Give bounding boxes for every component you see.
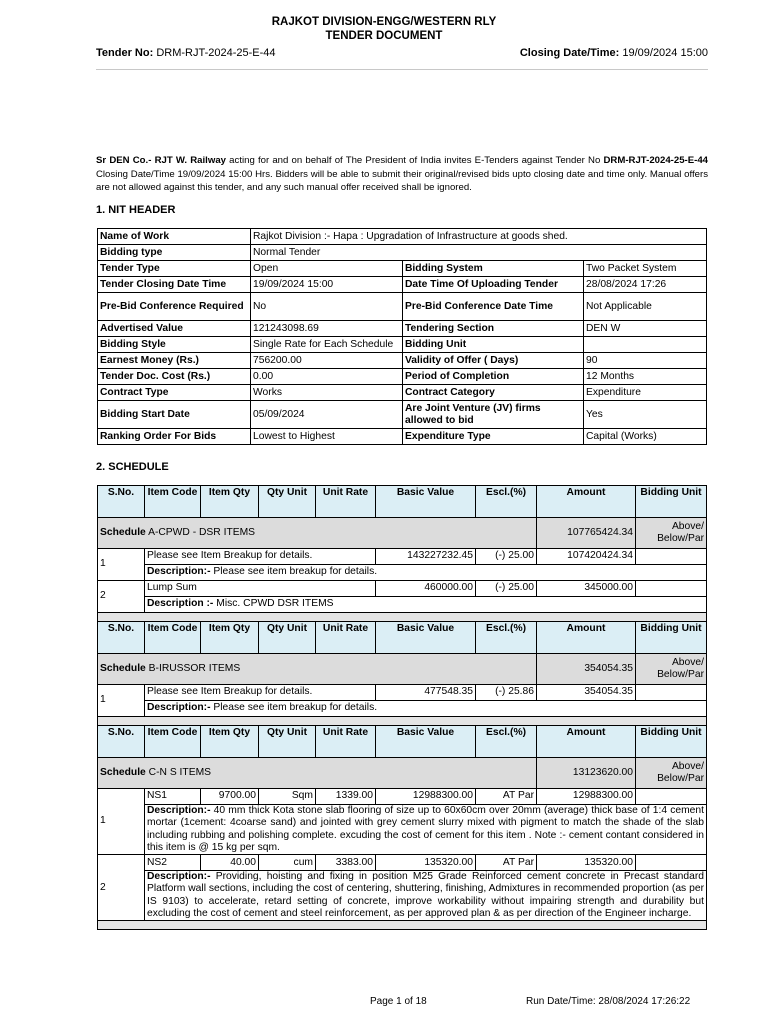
nit-value: Open — [251, 261, 403, 277]
schedule-header-row — [98, 622, 707, 654]
page-number: Page 1 of 18 — [370, 996, 427, 1007]
item-basic-value: 12988300.00 — [376, 789, 476, 805]
nit-label: Tendering Section — [403, 321, 584, 337]
schedule-b-row — [98, 654, 707, 685]
item-basic-value: 460000.00 — [376, 581, 476, 597]
schedule-c-title — [98, 758, 537, 789]
intro-text-2: Closing Date/Time 19/09/2024 15:00 Hrs. Bidders will be able to submit their original/revised bids upto closing date and time only. Manual offers are not allowed against this tender, and any such manual offer received shall be ignored. — [96, 168, 708, 193]
item-qty-unit: cum — [259, 855, 316, 871]
col-header: Item Qty — [201, 726, 259, 758]
org-title: RAJKOT DIVISION-ENGG/WESTERN RLY — [271, 16, 497, 28]
schedule-separator — [98, 717, 707, 726]
table-row — [98, 581, 707, 597]
item-qty: 9700.00 — [201, 789, 259, 805]
item-description — [145, 565, 707, 581]
nit-label: Tender Closing Date Time — [98, 277, 251, 293]
col-header: Qty Unit — [259, 622, 316, 654]
tender-no-label: Tender No: — [96, 47, 154, 59]
nit-value: DEN W — [584, 321, 707, 337]
item-escalation: (-) 25.00 — [476, 549, 537, 565]
table-row — [98, 871, 707, 921]
item-escalation: (-) 25.86 — [476, 685, 537, 701]
col-header: Item Code — [145, 726, 201, 758]
nit-label: Contract Category — [403, 385, 584, 401]
nit-row — [98, 401, 707, 429]
nit-label: Expenditure Type — [403, 429, 584, 445]
nit-row — [98, 261, 707, 277]
nit-label: Bidding Style — [98, 337, 251, 353]
col-header: Amount — [537, 622, 636, 654]
nit-row — [98, 245, 707, 261]
col-header: Basic Value — [376, 622, 476, 654]
schedule-separator — [98, 921, 707, 930]
schedule-heading: 2. SCHEDULE — [96, 461, 169, 473]
col-header: Escl.(%) — [476, 486, 537, 518]
nit-value — [584, 337, 707, 353]
table-row — [98, 685, 707, 701]
table-row — [98, 855, 707, 871]
col-header: Basic Value — [376, 486, 476, 518]
desc-label: Description :- — [147, 598, 214, 610]
table-row — [98, 805, 707, 855]
nit-label: Period of Completion — [403, 369, 584, 385]
col-header: Escl.(%) — [476, 622, 537, 654]
nit-value: Single Rate for Each Schedule — [251, 337, 403, 353]
run-datetime: Run Date/Time: 28/08/2024 17:26:22 — [526, 996, 691, 1007]
table-row — [98, 565, 707, 581]
schedule-c-row — [98, 758, 707, 789]
col-header: S.No. — [98, 622, 145, 654]
nit-label: Pre-Bid Conference Required — [98, 293, 251, 321]
col-header: Amount — [537, 726, 636, 758]
item-description — [145, 701, 707, 717]
nit-table — [97, 228, 707, 445]
item-sno: 1 — [98, 789, 145, 855]
nit-row — [98, 385, 707, 401]
nit-label: Pre-Bid Conference Date Time — [403, 293, 584, 321]
item-bidding-unit — [636, 549, 707, 565]
item-amount: 107420424.34 — [537, 549, 636, 565]
col-header: Item Code — [145, 622, 201, 654]
schedule-a-name: A-CPWD - DSR ITEMS — [148, 526, 256, 538]
item-amount: 12988300.00 — [537, 789, 636, 805]
col-header: Qty Unit — [259, 726, 316, 758]
nit-label: Date Time Of Uploading Tender — [403, 277, 584, 293]
schedule-a-amount: 107765424.34 — [537, 518, 636, 549]
item-code: NS1 — [145, 789, 201, 805]
schedule-b-unit: Above/ Below/Par — [636, 654, 707, 685]
nit-row — [98, 321, 707, 337]
nit-row — [98, 429, 707, 445]
nit-value: Not Applicable — [584, 293, 707, 321]
item-escalation: AT Par — [476, 855, 537, 871]
closing-date — [520, 47, 708, 59]
col-header: Item Code — [145, 486, 201, 518]
nit-value: Works — [251, 385, 403, 401]
item-description — [145, 805, 707, 855]
nit-label: Validity of Offer ( Days) — [403, 353, 584, 369]
desc-text: Please see item breakup for details. — [213, 702, 378, 714]
col-header: Item Qty — [201, 622, 259, 654]
nit-value: Normal Tender — [251, 245, 707, 261]
col-header: Escl.(%) — [476, 726, 537, 758]
col-header: Amount — [537, 486, 636, 518]
item-text: Please see Item Breakup for details. — [145, 549, 376, 565]
item-bidding-unit — [636, 855, 707, 871]
schedule-b-title — [98, 654, 537, 685]
item-basic-value: 143227232.45 — [376, 549, 476, 565]
col-header: Unit Rate — [316, 622, 376, 654]
schedule-label: Schedule — [100, 662, 146, 674]
item-description — [145, 871, 707, 921]
col-header: Bidding Unit — [636, 726, 707, 758]
schedule-c-name: C-N S ITEMS — [148, 766, 212, 778]
nit-label: Are Joint Venture (JV) firms allowed to bid — [403, 401, 584, 429]
item-text: Please see Item Breakup for details. — [145, 685, 376, 701]
desc-label: Description:- — [147, 871, 211, 883]
item-bidding-unit — [636, 789, 707, 805]
nit-value: 0.00 — [251, 369, 403, 385]
nit-label: Tender Doc. Cost (Rs.) — [98, 369, 251, 385]
nit-row — [98, 277, 707, 293]
nit-value: Lowest to Highest — [251, 429, 403, 445]
schedule-c-unit: Above/ Below/Par — [636, 758, 707, 789]
col-header: S.No. — [98, 486, 145, 518]
nit-label: Bidding Start Date — [98, 401, 251, 429]
schedule-table — [97, 485, 707, 930]
nit-label: Ranking Order For Bids — [98, 429, 251, 445]
document-title: TENDER DOCUMENT — [325, 30, 443, 42]
item-amount: 135320.00 — [537, 855, 636, 871]
nit-row — [98, 337, 707, 353]
item-unit-rate: 3383.00 — [316, 855, 376, 871]
nit-label: Bidding type — [98, 245, 251, 261]
intro-tender-no: DRM-RJT-2024-25-E-44 — [603, 155, 708, 166]
nit-label: Tender Type — [98, 261, 251, 277]
desc-label: Description:- — [147, 566, 211, 578]
intro-text-1: acting for and on behalf of The President of India invites E-Tenders against Tender No — [226, 155, 604, 166]
nit-value: 90 — [584, 353, 707, 369]
nit-row — [98, 353, 707, 369]
intro-authority: Sr DEN Co.- RJT W. Railway — [96, 155, 226, 166]
nit-row — [98, 369, 707, 385]
nit-label: Contract Type — [98, 385, 251, 401]
item-bidding-unit — [636, 581, 707, 597]
nit-row — [98, 293, 707, 321]
item-amount: 354054.35 — [537, 685, 636, 701]
item-text: Lump Sum — [145, 581, 376, 597]
nit-label: Advertised Value — [98, 321, 251, 337]
item-qty-unit: Sqm — [259, 789, 316, 805]
nit-value: Yes — [584, 401, 707, 429]
nit-value: 28/08/2024 17:26 — [584, 277, 707, 293]
header-divider — [96, 69, 708, 70]
desc-text: Misc. CPWD DSR ITEMS — [216, 598, 334, 610]
col-header: Unit Rate — [316, 486, 376, 518]
schedule-a-unit: Above/ Below/Par — [636, 518, 707, 549]
item-sno: 2 — [98, 581, 145, 613]
table-row — [98, 549, 707, 565]
nit-label: Bidding Unit — [403, 337, 584, 353]
item-amount: 345000.00 — [537, 581, 636, 597]
item-sno: 1 — [98, 685, 145, 717]
col-header: Bidding Unit — [636, 486, 707, 518]
schedule-b-name: B-IRUSSOR ITEMS — [148, 662, 241, 674]
item-description — [145, 597, 707, 613]
item-unit-rate: 1339.00 — [316, 789, 376, 805]
col-header: Basic Value — [376, 726, 476, 758]
nit-value: No — [251, 293, 403, 321]
nit-row — [98, 229, 707, 245]
nit-label: Earnest Money (Rs.) — [98, 353, 251, 369]
closing-label: Closing Date/Time: — [519, 47, 620, 59]
header-meta — [96, 47, 708, 59]
schedule-header-row — [98, 726, 707, 758]
col-header: Unit Rate — [316, 726, 376, 758]
item-sno: 1 — [98, 549, 145, 581]
schedule-a-row — [98, 518, 707, 549]
desc-label: Description:- — [147, 805, 211, 816]
closing-value: 19/09/2024 15:00 — [622, 47, 708, 59]
table-row — [98, 789, 707, 805]
nit-value: Rajkot Division :- Hapa : Upgradation of Infrastructure at goods shed. — [251, 229, 707, 245]
schedule-separator — [98, 613, 707, 622]
nit-value: 756200.00 — [251, 353, 403, 369]
nit-value: 05/09/2024 — [251, 401, 403, 429]
nit-value: Expenditure — [584, 385, 707, 401]
nit-label: Bidding System — [403, 261, 584, 277]
item-sno: 2 — [98, 855, 145, 921]
intro-paragraph — [96, 154, 708, 195]
item-basic-value: 135320.00 — [376, 855, 476, 871]
desc-text: Please see item breakup for details. — [213, 566, 378, 578]
item-bidding-unit — [636, 685, 707, 701]
item-escalation: AT Par — [476, 789, 537, 805]
col-header: Qty Unit — [259, 486, 316, 518]
schedule-label: Schedule — [100, 526, 146, 538]
col-header: Bidding Unit — [636, 622, 707, 654]
nit-label: Name of Work — [98, 229, 251, 245]
item-escalation: (-) 25.00 — [476, 581, 537, 597]
nit-value: 12 Months — [584, 369, 707, 385]
item-code: NS2 — [145, 855, 201, 871]
schedule-b-amount: 354054.35 — [537, 654, 636, 685]
schedule-header-row — [98, 486, 707, 518]
schedule-c-amount: 13123620.00 — [537, 758, 636, 789]
nit-value: Two Packet System — [584, 261, 707, 277]
desc-text: Providing, hoisting and fixing in position M25 Grade Reinforced cement concrete in Precast standard Platform wall sections, including the cost of centering, shuttering, finishing, Admixtures in recommended proportion (as per IS 9103) to accelerate, retard setting of concrete, improve workability without impairing strength and durability but excluding the cost of cement and steel reinforcement, as per approved plan & as per direction of the Engineer incharge. — [147, 871, 704, 920]
schedule-a-title — [98, 518, 537, 549]
schedule-label: Schedule — [100, 766, 146, 778]
nit-value: 19/09/2024 15:00 — [251, 277, 403, 293]
nit-value: 121243098.69 — [251, 321, 403, 337]
nit-value: Capital (Works) — [584, 429, 707, 445]
item-qty: 40.00 — [201, 855, 259, 871]
table-row — [98, 597, 707, 613]
col-header: Item Qty — [201, 486, 259, 518]
table-row — [98, 701, 707, 717]
desc-label: Description:- — [147, 702, 211, 714]
item-basic-value: 477548.35 — [376, 685, 476, 701]
nit-heading: 1. NIT HEADER — [96, 204, 176, 216]
desc-text: 40 mm thick Kota stone slab flooring of size up to 60x60cm over 20mm (average) thick base of 1:4 cement mortar (1cement: 4coarse sand) and jointed with grey cement slurry mixed with pigment to match the shade of the slab including rubbing and polishing complete. excuding the cost of cement for this item . Note :- cement contant considered in this item is @ 15 kg per sqm. — [147, 805, 704, 853]
tender-no: DRM-RJT-2024-25-E-44 — [156, 47, 276, 59]
col-header: S.No. — [98, 726, 145, 758]
